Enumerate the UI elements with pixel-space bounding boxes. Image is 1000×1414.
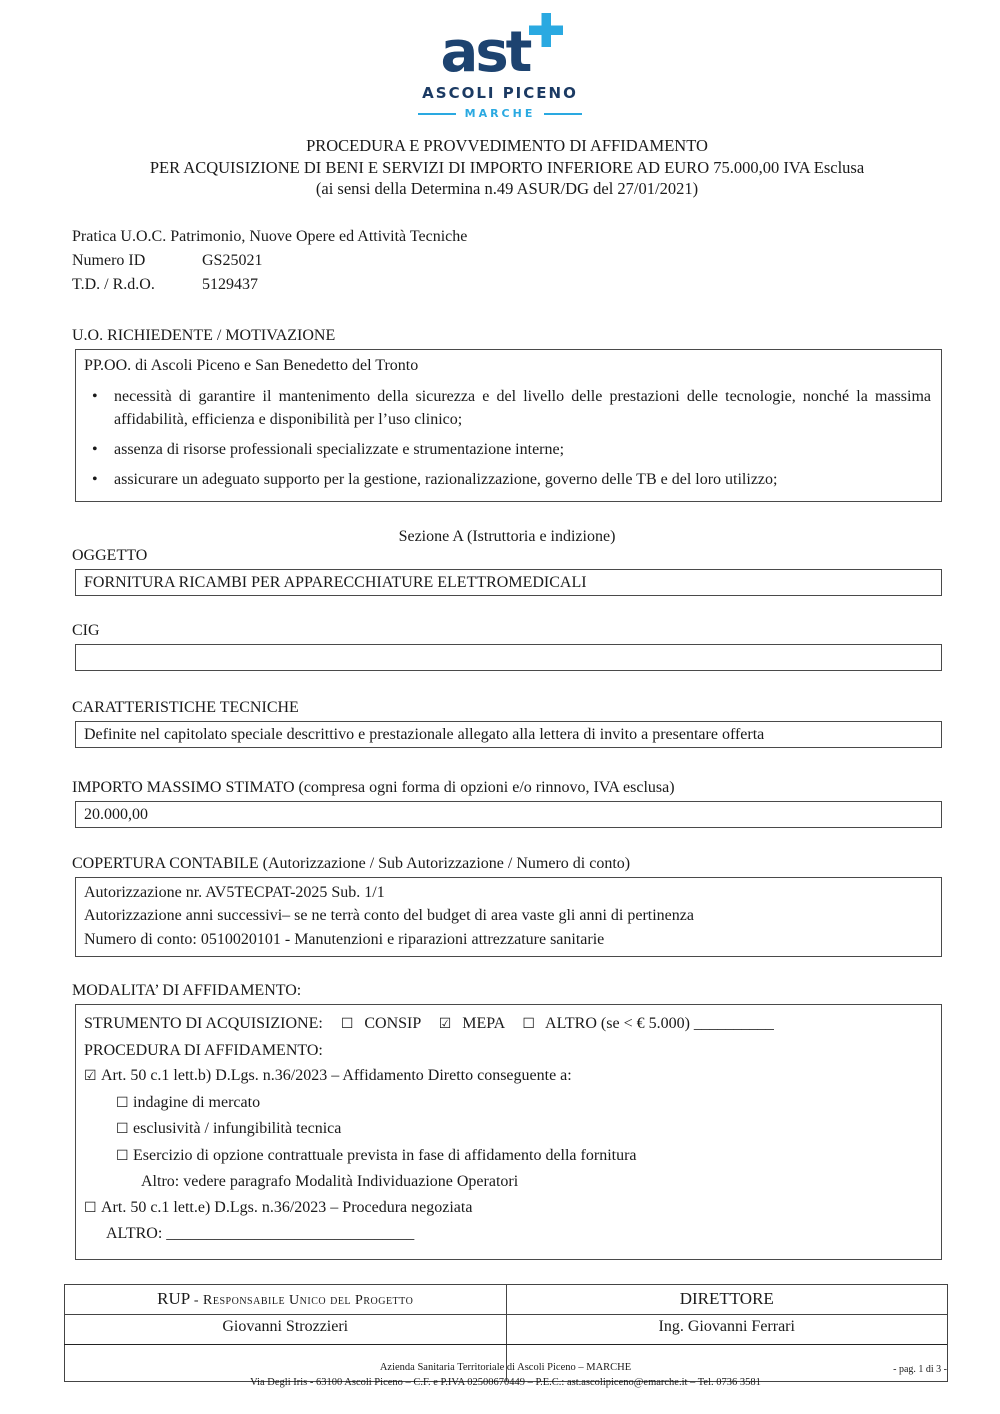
page-footer [64,1344,947,1390]
cig-box [75,644,942,671]
procedura-row [84,1221,933,1247]
sezione-a-heading: Sezione A (Istruttoria e indizione) [398,527,616,545]
procedura-row [84,1143,933,1170]
copertura-line: Numero di conto: 0510020101 - Manutenzioni e riparazioni attrezzature sanitarie [84,930,605,948]
procedura-row [84,1195,933,1222]
procedura-row-text: Art. 50 c.1 lett.b) D.Lgs. n.36/2023 – Affidamento Diretto conseguente a: [101,1067,572,1084]
bullet-item: • assicurare un adeguato supporto per la gestione, razionalizzazione, governo delle TB e del loro utilizzo; [106,468,931,491]
richiedente-intro: PP.OO. di Ascoli Piceno e San Benedetto del Tronto [84,356,419,374]
logo-rule-left [418,113,456,115]
richiedente-box [75,349,942,502]
caratteristiche-box: Definite nel capitolato speciale descrittivo e prestazionale allegato alla lettera di invito a presentare offerta [75,721,942,748]
bullet-item: • assenza di risorse professionali specializzate e strumentazione interne; [106,438,931,461]
procedura-row-text: Art. 50 c.1 lett.e) D.Lgs. n.36/2023 – Procedura negoziata [101,1198,473,1216]
procedura-row-text: Esercizio di opzione contrattuale prevista in fase di affidamento della fornitura [133,1146,637,1164]
logo-mark [440,20,560,85]
modalita-box [75,1004,942,1260]
checkbox-unchecked-icon: ☐ [116,1121,129,1137]
copertura-line: Autorizzazione nr. AV5TECPAT-2025 Sub. 1/1 [84,883,385,901]
logo-region [0,107,1000,120]
bullet-item: • necessità di garantire il mantenimento della sicurezza e del livello delle prestazioni delle tecnologie, nonché la massima affidabilità, efficienza e disponibilità per l’uso clinico; [106,385,931,431]
option-altro [522,1015,694,1032]
document-title [72,135,942,200]
procedura-row-text: indagine di mercato [133,1093,261,1111]
direttore-header: DIRETTORE [506,1284,948,1314]
strumento-label: STRUMENTO DI ACQUISIZIONE: [84,1015,323,1032]
td-rdo-value: 5129437 [202,275,258,293]
numero-id-label: Numero ID [72,251,146,269]
caratteristiche-label: CARATTERISTICHE TECNICHE [72,698,299,716]
copertura-label: COPERTURA CONTABILE (Autorizzazione / Sub Autorizzazione / Numero di conto) [72,854,631,872]
option-consip-label: CONSIP [364,1015,421,1032]
fill-line: __________ [693,1015,774,1032]
procedura-row-text: ALTRO: _______________________________ [106,1225,415,1242]
rup-header-rest: - Responsabile Unico del Progetto [193,1293,414,1308]
title-line-2: PER ACQUISIZIONE DI BENI E SERVIZI DI IMPORTO INFERIORE AD EURO 75.000,00 IVA Esclusa [149,157,865,177]
copertura-box [75,877,942,958]
importo-box: 20.000,00 [75,801,942,828]
checkbox-checked-icon: ☑ [438,1016,452,1032]
procedura-row [84,1090,933,1117]
procedura-row [84,1169,933,1195]
oggetto-label: OGGETTO [72,546,148,564]
copertura-line: Autorizzazione anni successivi– se ne terrà conto del budget di area vaste gli anni di pertinenza [84,907,694,924]
procedura-label: PROCEDURA DI AFFIDAMENTO: [84,1041,323,1059]
signatures-header-row [65,1284,948,1314]
richiedente-heading: U.O. RICHIEDENTE / MOTIVAZIONE [72,326,336,344]
checkbox-unchecked-icon: ☐ [522,1016,535,1032]
numero-id-value: GS25021 [202,251,263,269]
checkbox-unchecked-icon: ☐ [340,1016,354,1032]
procedura-row [84,1063,933,1090]
footer-line-2: Via Degli Iris - 63100 Ascoli Piceno – C.F. e P.IVA 02500670449 – P.E.C.: ast.ascolipiceno@emarche.it – Tel. 0736 3581 [250,1376,761,1388]
title-line-1: PROCEDURA E PROVVEDIMENTO DI AFFIDAMENTO [306,136,708,155]
footer-rule [64,1344,947,1345]
pratica-uoc: Pratica U.O.C. Patrimonio, Nuove Opere ed Attività Tecniche [72,227,468,245]
procedura-row [84,1116,933,1143]
td-rdo-row [72,273,942,297]
plus-icon [529,13,563,51]
td-rdo-label: T.D. / R.d.O. [72,275,155,293]
rup-header [65,1284,507,1314]
cig-label: CIG [72,621,100,639]
rup-name-cell: Giovanni Strozzieri [65,1314,507,1381]
footer-text [64,1361,947,1390]
procedura-row-text: esclusività / infungibilità tecnica [133,1120,342,1137]
title-line-3: (ai sensi della Determina n.49 ASUR/DG del 27/01/2021) [315,179,699,198]
strumento-row [84,1011,933,1038]
logo [0,0,1000,120]
modalita-heading: MODALITA’ DI AFFIDAMENTO: [72,982,302,999]
logo-rule-right [544,113,582,115]
checkbox-checked-icon: ☑ [84,1068,97,1084]
rup-header-main: RUP [157,1289,190,1308]
oggetto-box: FORNITURA RICAMBI PER APPARECCHIATURE ELETTROMEDICALI [75,569,942,596]
importo-label: IMPORTO MASSIMO STIMATO (compresa ogni forma di opzioni e/o rinnovo, IVA esclusa) [72,778,675,796]
pratica-block [72,225,942,297]
logo-name: ASCOLI PICENO [422,84,578,102]
logo-ast-text: ast [440,20,530,85]
option-mepa-label: MEPA [462,1015,505,1032]
footer-line-1: Azienda Sanitaria Territoriale di Ascoli Piceno – MARCHE [379,1362,632,1373]
richiedente-bullets [84,385,931,491]
direttore-name-cell: Ing. Giovanni Ferrari [506,1314,948,1381]
option-mepa [439,1015,509,1032]
checkbox-unchecked-icon: ☐ [84,1199,97,1216]
logo-region-label: MARCHE [464,107,536,120]
numero-id-row [72,249,942,273]
page-number: - pag. 1 di 3 - [893,1364,947,1375]
checkbox-unchecked-icon: ☐ [116,1147,129,1164]
checkbox-unchecked-icon: ☐ [116,1094,129,1111]
option-altro-label: ALTRO (se < € 5.000) [545,1015,690,1032]
option-consip [341,1015,425,1032]
procedura-row-text: Altro: vedere paragrafo Modalità Individuazione Operatori [141,1173,519,1190]
